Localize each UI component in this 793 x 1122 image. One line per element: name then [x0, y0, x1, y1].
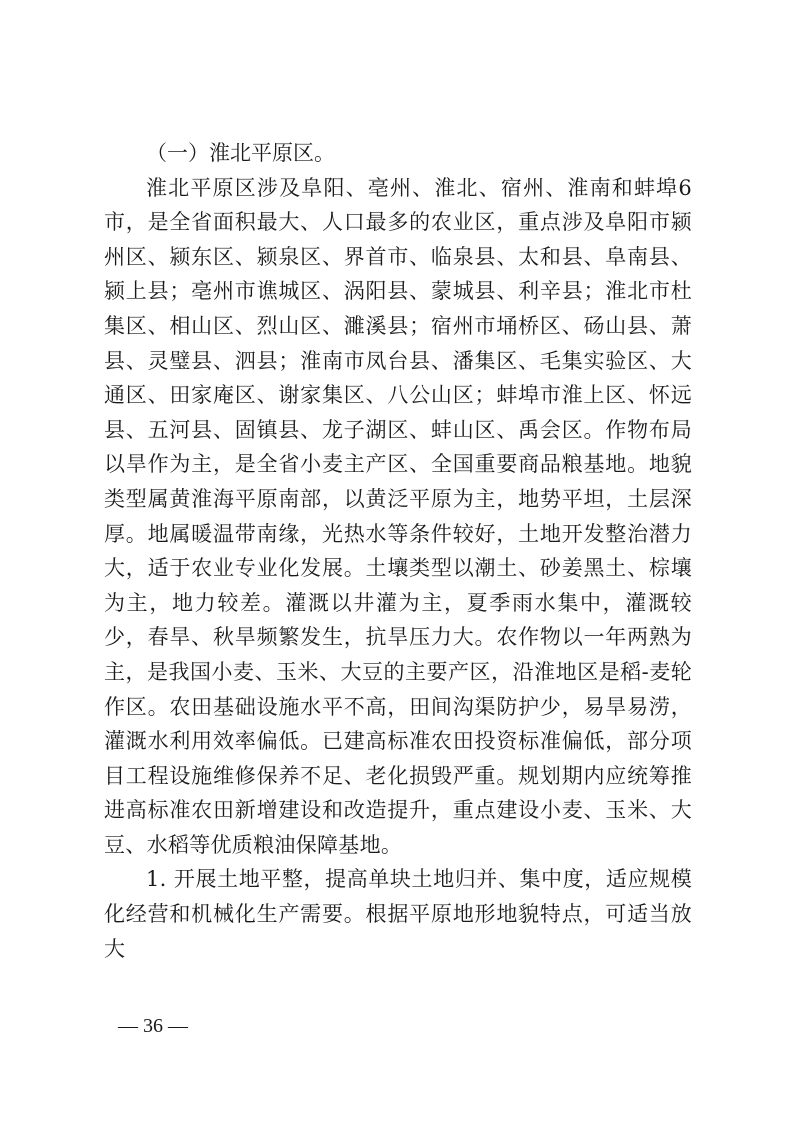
body-paragraph: 淮北平原区涉及阜阳、亳州、淮北、宿州、淮南和蚌埠6市，是全省面积最大、人口最多的农业区，重点涉及阜阳市颍州区、颍东区、颍泉区、界首市、临泉县、太和县、阜南县、颍上县；亳州市谯城区、涡阳县、蒙城县、利辛县；淮北市杜集区、相山区、烈山区、濉溪县；宿州市埇桥区、砀山县、萧县、灵璧县、泗县；淮南市凤台县、潘集区、毛集实验区、大通区、田家庵区、谢家集区、八公山区；蚌埠市淮上区、怀远县、五河县、固镇县、龙子湖区、蚌山区、禹会区。作物布局以旱作为主，是全省小麦主产区、全国重要商品粮基地。地貌类型属黄淮海平原南部，以黄泛平原为主，地势平坦，土层深厚。地属暖温带南缘，光热水等条件较好，土地开发整治潜力大，适于农业专业化发展。土壤类型以潮土、砂姜黑土、棕壤为主，地力较差。灌溉以井灌为主，夏季雨水集中，灌溉较少，春旱、秋旱频繁发生，抗旱压力大。农作物以一年两熟为主，是我国小麦、玉米、大豆的主要产区，沿淮地区是稻-麦轮作区。农田基础设施水平不高，田间沟渠防护少，易旱易涝，灌溉水利用效率偏低。已建高标准农田投资标准偏低，部分项目工程设施维修保养不足、老化损毁严重。规划期内应统筹推进高标准农田新增建设和改造提升，重点建设小麦、玉米、大豆、水稻等优质粮油保障基地。	[104, 175, 692, 857]
body-paragraph: 1. 开展土地平整，提高单块土地归并、集中度，适应规模化经营和机械化生产需要。根据平原地形地貌特点，可适当放大	[104, 867, 692, 961]
document-body	[104, 136, 692, 966]
section-heading: （一）淮北平原区。	[146, 141, 335, 165]
page-number: — 36 —	[118, 1015, 188, 1037]
